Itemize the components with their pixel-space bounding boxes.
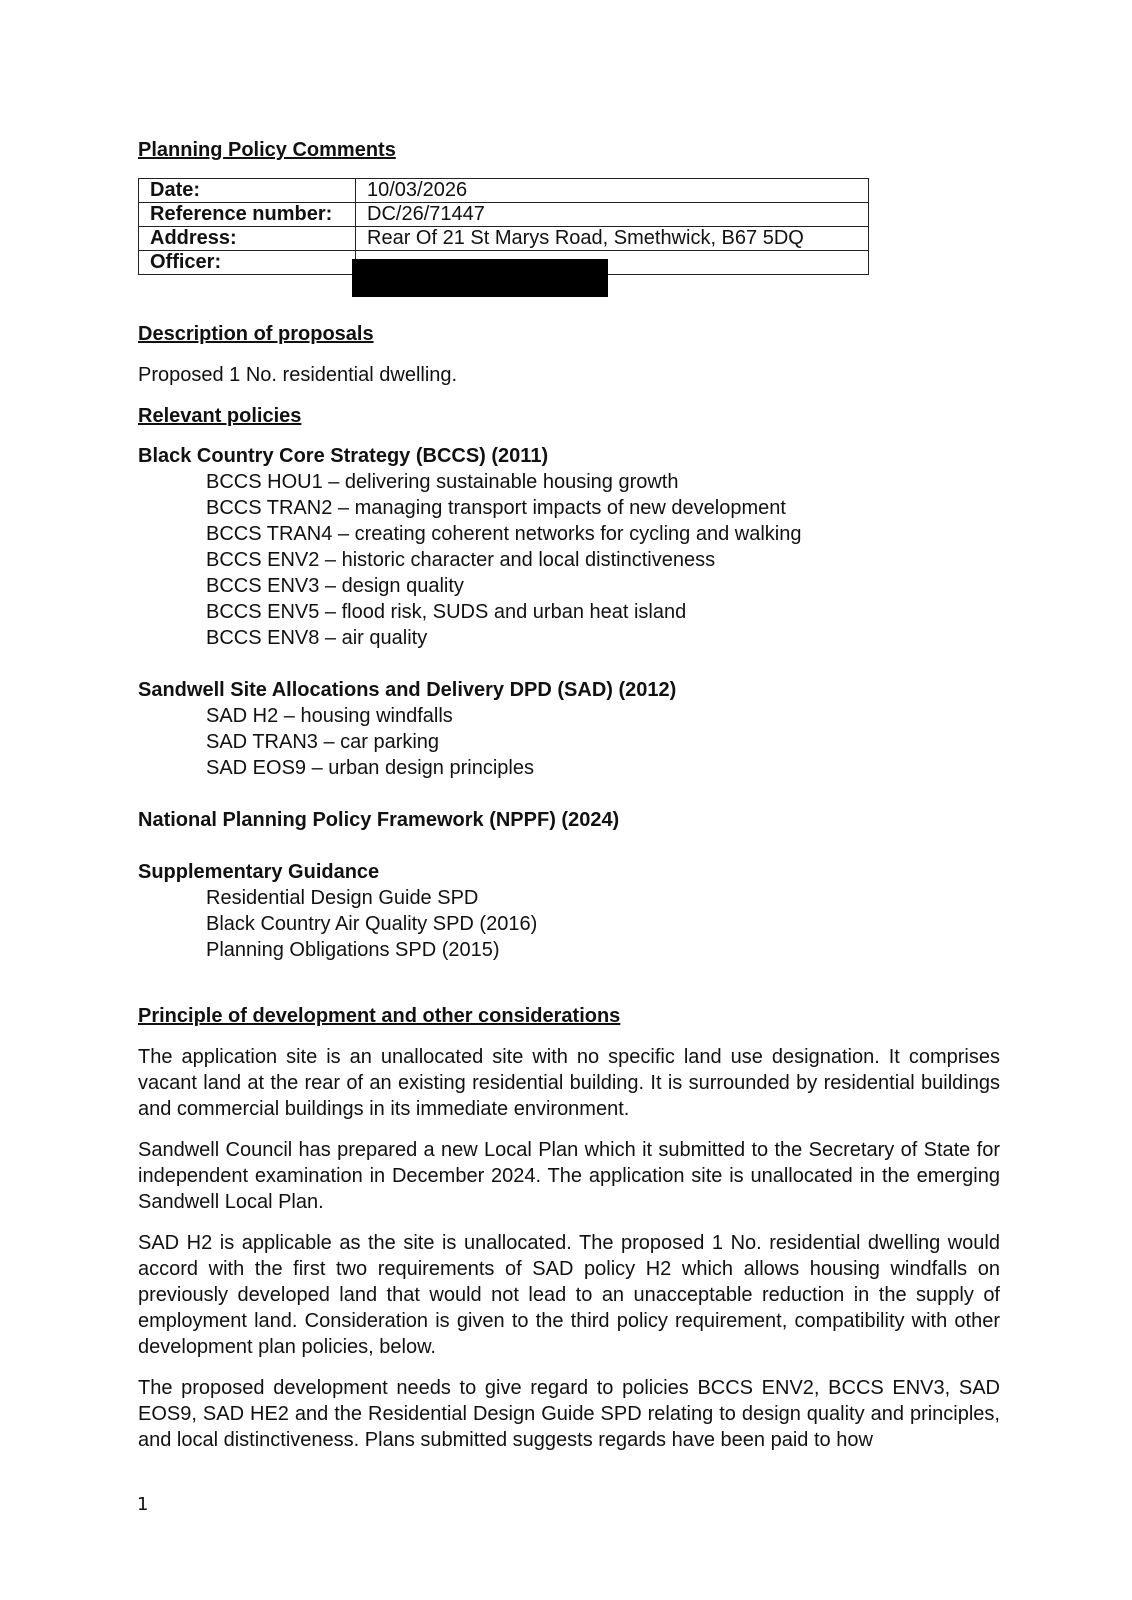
description-text: Proposed 1 No. residential dwelling. xyxy=(138,364,458,386)
list-item: SAD EOS9 – urban design principles xyxy=(206,757,534,779)
redaction-block xyxy=(352,259,608,297)
list-item: BCCS TRAN4 – creating coherent networks for cycling and walking xyxy=(206,523,802,545)
page-number: 1 xyxy=(137,1494,149,1515)
principle-paragraph-2: Sandwell Council has prepared a new Local Plan which it submitted to the Secretary of State for independent examination in December 2024. The application site is unallocated in the emerging Sandwell Local Plan. xyxy=(138,1139,1000,1213)
reference-label: Reference number: xyxy=(139,203,356,227)
principle-paragraph-3: SAD H2 is applicable as the site is unallocated. The proposed 1 No. residential dwelling would accord with the first two requirements of SAD policy H2 which allows housing windfalls on previously developed land that would not lead to an unacceptable reduction in the supply of employment land. Consideration is given to the third policy requirement, compatibility with other development plan policies, below. xyxy=(138,1232,1000,1358)
list-item: Black Country Air Quality SPD (2016) xyxy=(206,913,538,935)
list-item: SAD TRAN3 – car parking xyxy=(206,731,440,753)
list-item: BCCS ENV5 – flood risk, SUDS and urban heat island xyxy=(206,601,687,623)
list-item: BCCS ENV2 – historic character and local distinctiveness xyxy=(206,549,716,571)
nppf-heading: National Planning Policy Framework (NPPF) (2024) xyxy=(138,809,620,831)
officer-label: Officer: xyxy=(139,251,356,275)
list-item: SAD H2 – housing windfalls xyxy=(206,705,453,727)
list-item: Residential Design Guide SPD xyxy=(206,887,479,909)
list-item: Planning Obligations SPD (2015) xyxy=(206,939,500,961)
sad-policy-list xyxy=(206,703,534,781)
principle-paragraph-4: The proposed development needs to give regard to policies BCCS ENV2, BCCS ENV3, SAD EOS9, SAD HE2 and the Residential Design Guide SPD relating to design quality and principles, and local distinctiveness. Plans submitted suggests regards have been paid to how xyxy=(138,1377,1000,1451)
sad-heading: Sandwell Site Allocations and Delivery DPD (SAD) (2012) xyxy=(138,679,677,701)
reference-row xyxy=(139,203,869,227)
page-title: Planning Policy Comments xyxy=(138,139,396,161)
description-heading: Description of proposals xyxy=(138,323,374,345)
list-item: BCCS ENV3 – design quality xyxy=(206,575,464,597)
bccs-heading: Black Country Core Strategy (BCCS) (2011) xyxy=(138,445,549,467)
supplementary-heading: Supplementary Guidance xyxy=(138,861,380,883)
date-row xyxy=(139,179,869,203)
principle-heading: Principle of development and other considerations xyxy=(138,1005,621,1027)
reference-value: DC/26/71447 xyxy=(356,203,869,227)
date-label: Date: xyxy=(139,179,356,203)
supplementary-guidance-list xyxy=(206,885,537,963)
address-label: Address: xyxy=(139,227,356,251)
list-item: BCCS ENV8 – air quality xyxy=(206,627,428,649)
principle-paragraph-1: The application site is an unallocated site with no specific land use designation. It comprises vacant land at the rear of an existing residential building. It is surrounded by residential buildings and commercial buildings in its immediate environment. xyxy=(138,1046,1000,1120)
date-value: 10/03/2026 xyxy=(356,179,869,203)
list-item: BCCS HOU1 – delivering sustainable housing growth xyxy=(206,471,679,493)
bccs-policy-list xyxy=(206,469,801,651)
relevant-policies-heading: Relevant policies xyxy=(138,405,302,427)
address-value: Rear Of 21 St Marys Road, Smethwick, B67 5DQ xyxy=(356,227,869,251)
address-row xyxy=(139,227,869,251)
list-item: BCCS TRAN2 – managing transport impacts of new development xyxy=(206,497,786,519)
